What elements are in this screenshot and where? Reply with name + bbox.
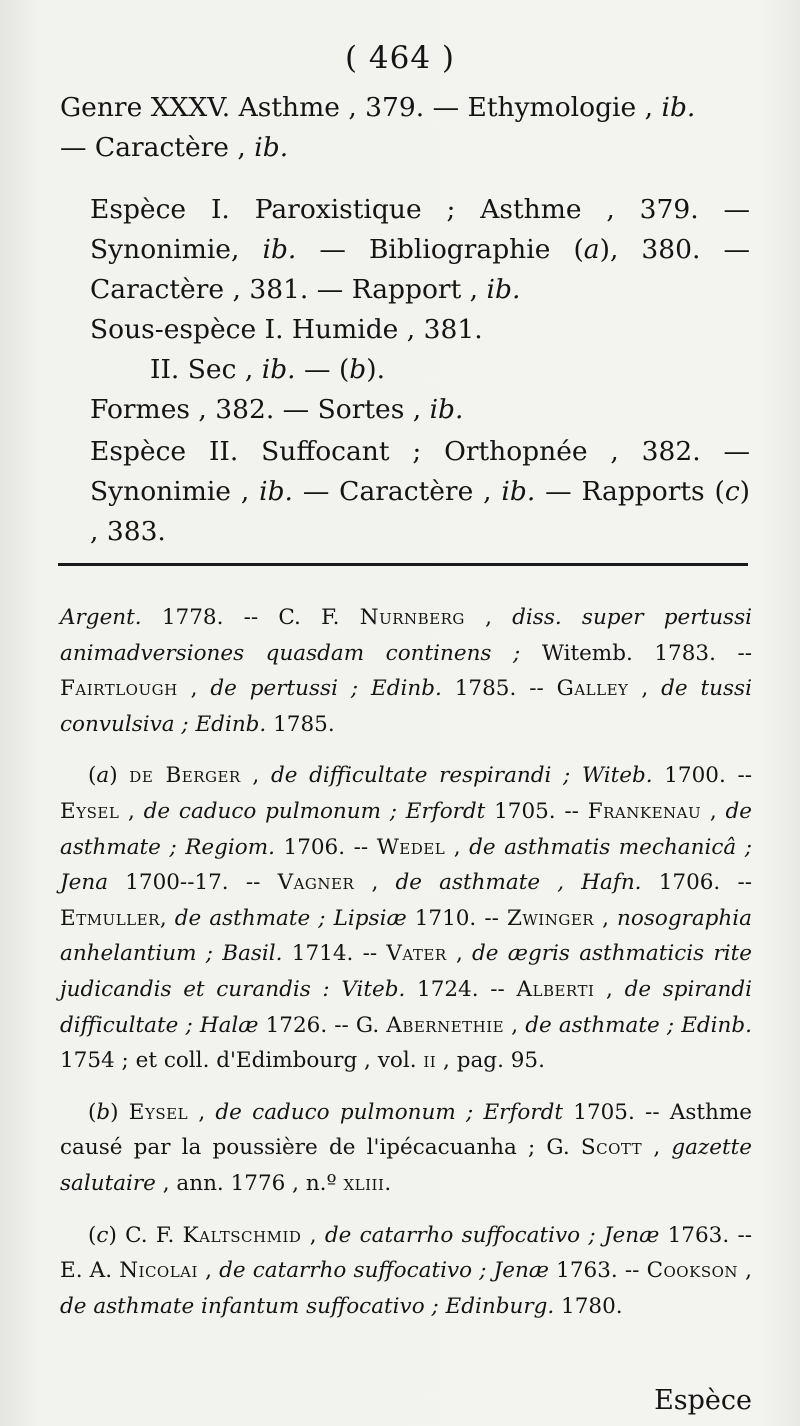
espece-2-entry: Espèce II. Suffocant ; Orthopnée , 382. — Synonimie , ib. — Caractère , ib. — Rapports (c) , 383. (90, 436, 751, 547)
footnote-continuation: Argent. 1778. -- C. F. Nurnberg , diss. super pertussi animadversiones quasdam continens ; Witemb. 1783. -- Fairtlough , de pertussi ; Edinb. 1785. -- Galley , de tussi convulsiva ; Edinb. 1785. (60, 605, 752, 737)
sous-espece-2-entry: II. Sec , ib. — (b). (150, 354, 386, 385)
page-number: ( 464 ) (344, 40, 456, 76)
catchword: Espèce (654, 1385, 752, 1416)
sous-espece-1-entry: Sous-espèce I. Humide , 381. (90, 314, 483, 345)
footnote-b: (b) Eysel , de caduco pulmonum ; Erfordt 1705. -- Asthme causé par la poussière de l'ipécacuanha ; G. Scott , gazette salutaire , ann. 1776 , n.º xliii. (60, 1099, 752, 1196)
footnote-c: (c) C. F. Kaltschmid , de catarrho suffocativo ; Jenæ 1763. -- E. A. Nicolai , de catarrho suffocativo ; Jenæ 1763. -- Cookson , de asthmate infantum suffocativo ; Edinburg. 1780. (60, 1222, 753, 1319)
main-text (60, 88, 750, 552)
footnote-a: (a) de Berger , de difficultate respirandi ; Witeb. 1700. -- Eysel , de caduco pulmonum ; Erfordt 1705. -- Frankenau , de asthmate ; Regiom. 1706. -- Wedel , de asthmatis mechanicâ ; Jena 1700--17. -- Vagner , de asthmate , Hafn. 1706. -- Etmuller, de asthmate ; Lipsiæ 1710. -- Zwinger , nosographia anhelantium ; Basil. 1714. -- Vater , de ægris asthmaticis rite judicandis et curandis : Viteb. 1724. -- Alberti , de spirandi difficultate ; Halæ 1726. -- G. Abernethie , de asthmate ; Edinb. 1754 ; et coll. d'Edimbourg , vol. ii , pag. 95. (60, 763, 752, 1074)
espece-1-entry: Espèce I. Paroxistique ; Asthme , 379. — Synonimie, ib. — Bibliographie (a), 380. — Caractère , 381. — Rapport , ib. (90, 194, 750, 305)
footnotes (60, 600, 752, 1324)
genre-entry: Genre XXXV. Asthme , 379. — Ethymologie , ib. — Caractère , ib. (60, 92, 696, 163)
footnote-divider (58, 563, 748, 566)
formes-entry: Formes , 382. — Sortes , ib. (90, 394, 464, 425)
